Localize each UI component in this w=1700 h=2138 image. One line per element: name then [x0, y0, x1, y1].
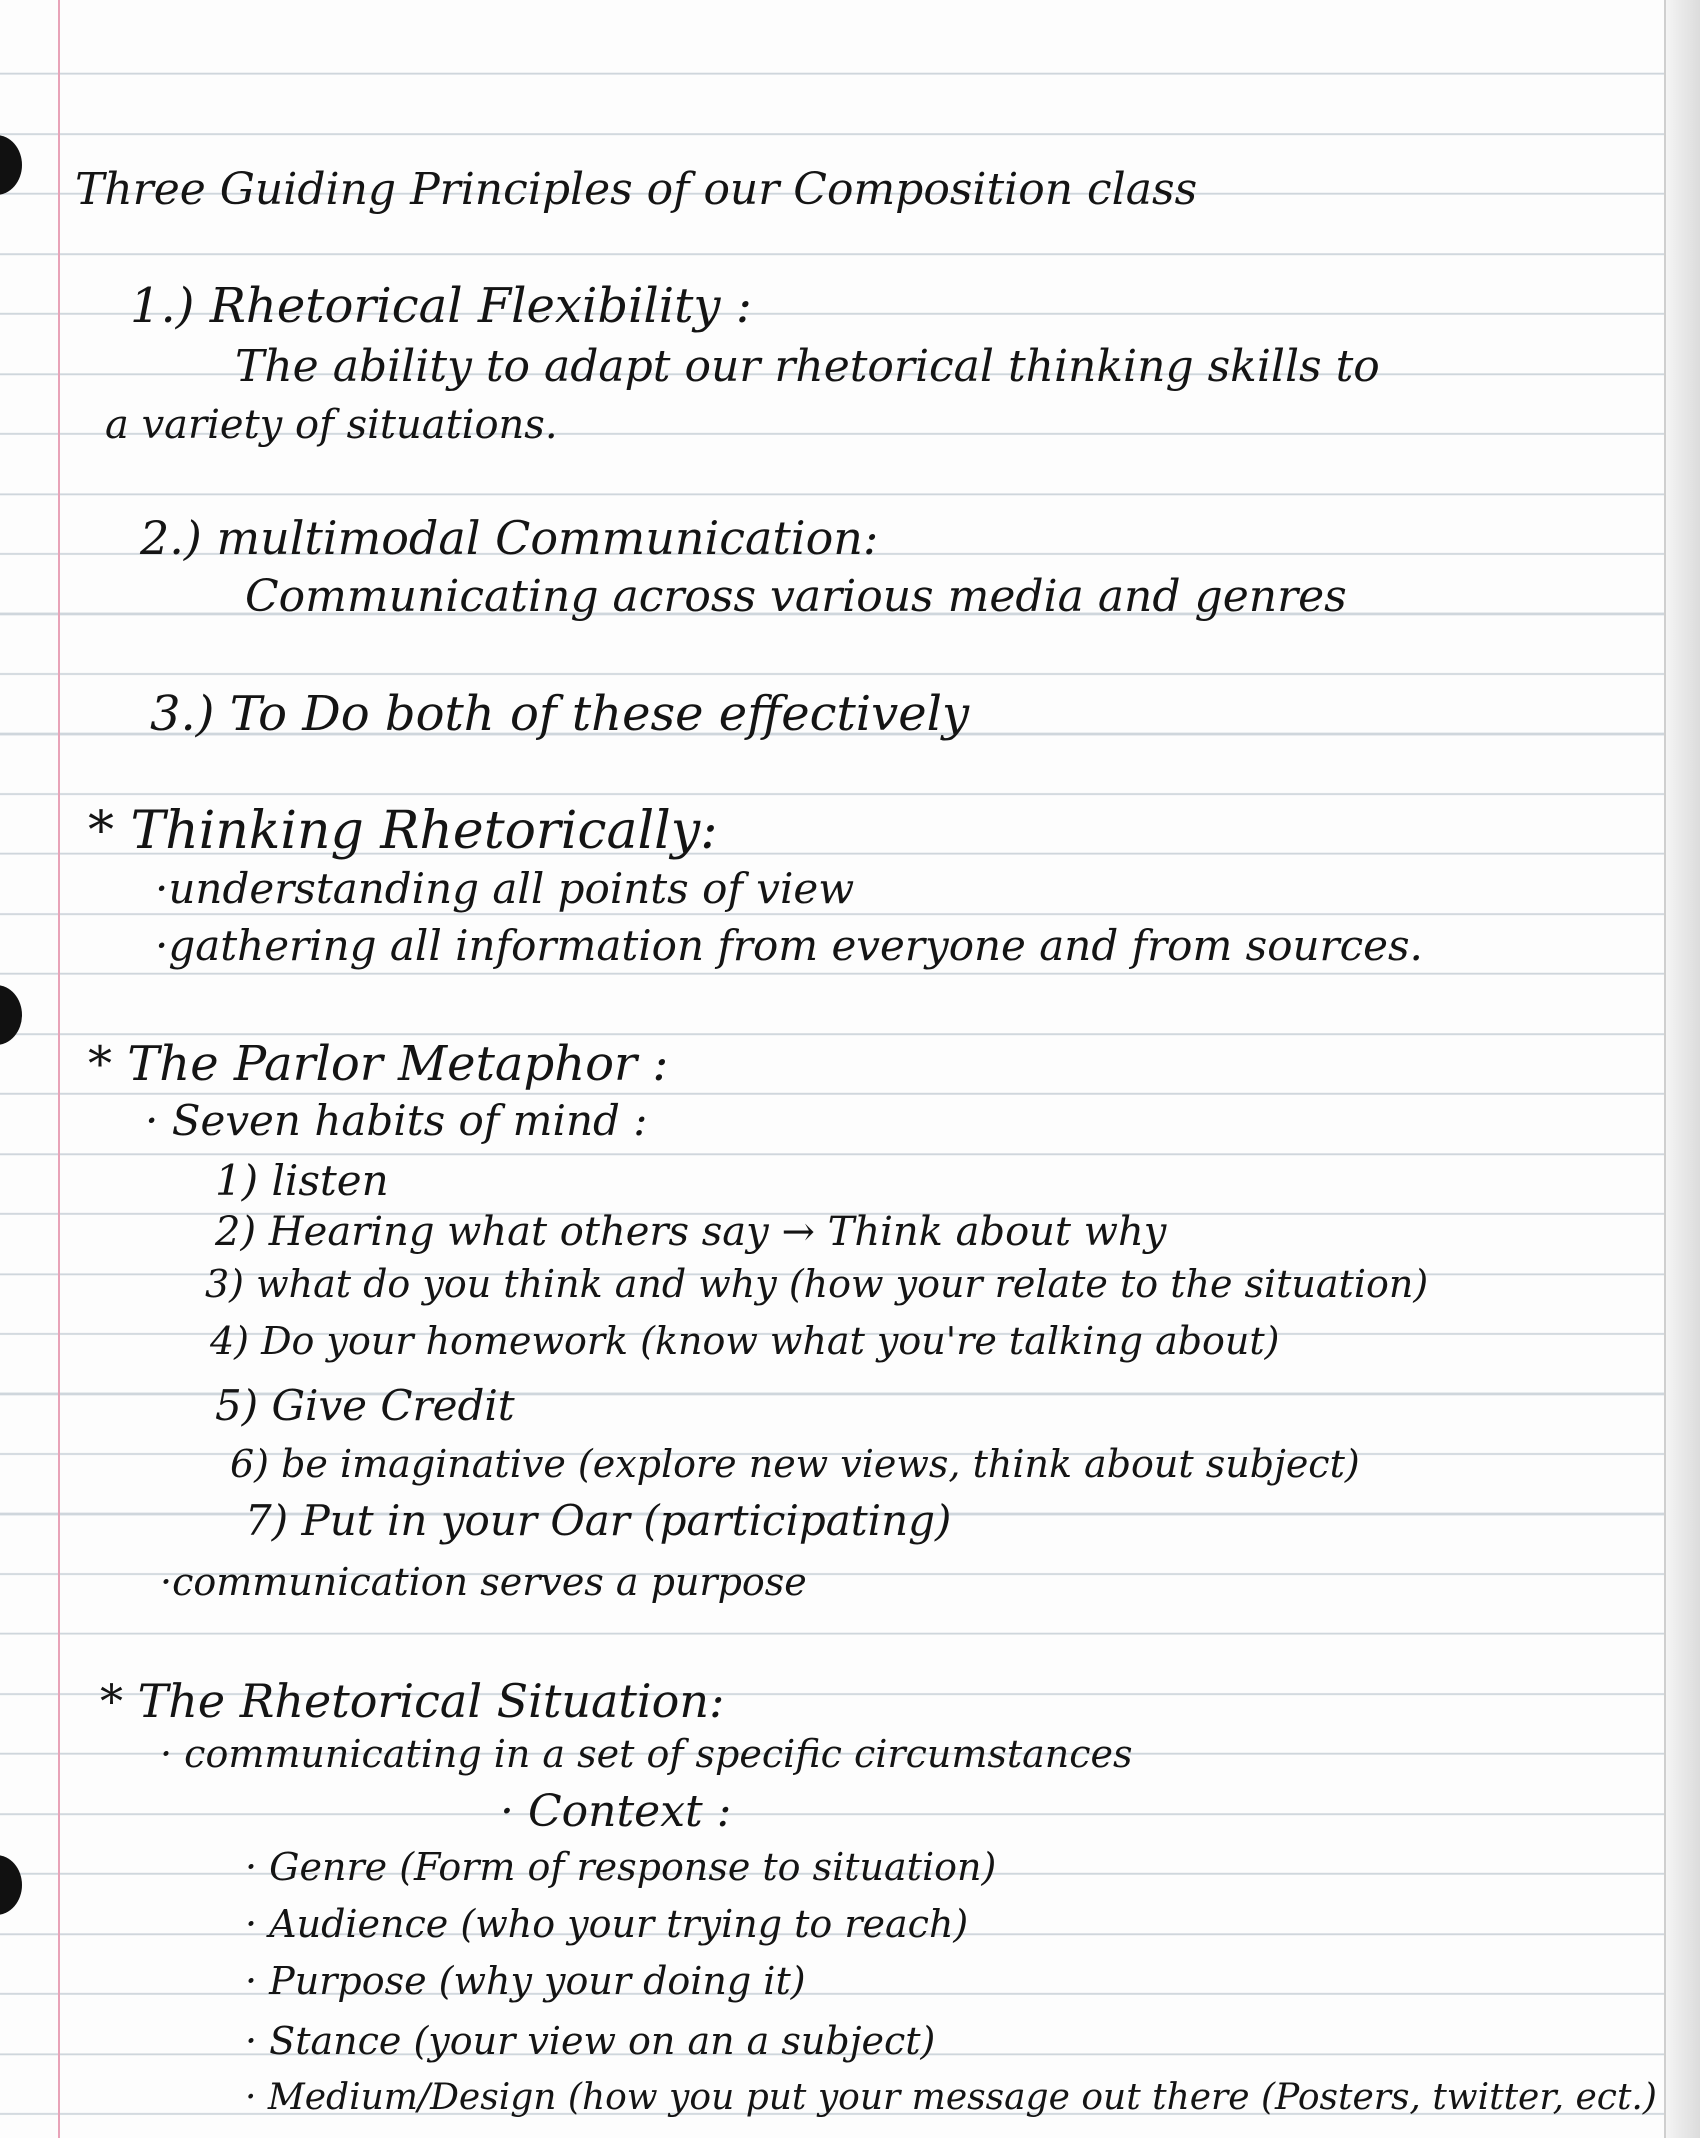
context-label: · Context : [500, 1786, 732, 1837]
context-item: · Medium/Design (how you put your message out there (Posters, twitter, ect.) [245, 2077, 1657, 2118]
list-item: ·gathering all information from everyone and from sources. [155, 921, 1423, 970]
principle-2-heading: 2.) multimodal Communication: [140, 511, 879, 565]
thinking-rhetorically-heading: * Thinking Rhetorically: [88, 801, 718, 861]
binder-hole [0, 985, 22, 1045]
page-title: Three Guiding Principles of our Composition class [75, 164, 1198, 215]
principle-1-description: The ability to adapt our rhetorical thinking skills to [235, 341, 1380, 392]
principle-2-description: Communicating across various media and genres [245, 571, 1347, 622]
principle-1-heading: 1.) Rhetorical Flexibility : [130, 278, 752, 334]
habit-item: 3) what do you think and why (how your relate to the situation) [205, 1262, 1429, 1306]
habit-item: 2) Hearing what others say → Think about why [215, 1209, 1167, 1255]
list-item: ·communication serves a purpose [160, 1560, 807, 1604]
margin-line [58, 0, 60, 2138]
habit-item: 1) listen [215, 1156, 389, 1205]
context-item: · Stance (your view on an a subject) [245, 2019, 936, 2063]
habit-item: 6) be imaginative (explore new views, think about subject) [230, 1442, 1360, 1486]
binder-hole [0, 135, 22, 195]
rhetorical-situation-heading: * The Rhetorical Situation: [100, 1674, 725, 1728]
list-item: ·understanding all points of view [155, 864, 855, 913]
page-edge [1664, 0, 1700, 2138]
list-item: · communicating in a set of specific circumstances [160, 1732, 1133, 1776]
principle-3-heading: 3.) To Do both of these effectively [150, 686, 970, 742]
habit-item: 5) Give Credit [215, 1381, 515, 1430]
context-item: · Audience (who your trying to reach) [245, 1902, 969, 1946]
context-item: · Purpose (why your doing it) [245, 1959, 806, 2003]
context-item: · Genre (Form of response to situation) [245, 1845, 997, 1889]
principle-1-description-cont: a variety of situations. [105, 402, 558, 448]
habits-of-mind-bullet: · Seven habits of mind : [145, 1096, 648, 1145]
parlor-metaphor-heading: * The Parlor Metaphor : [88, 1036, 669, 1092]
binder-hole [0, 1855, 22, 1915]
habit-item: 4) Do your homework (know what you're talking about) [210, 1319, 1280, 1363]
habit-item: 7) Put in your Oar (participating) [245, 1496, 952, 1545]
